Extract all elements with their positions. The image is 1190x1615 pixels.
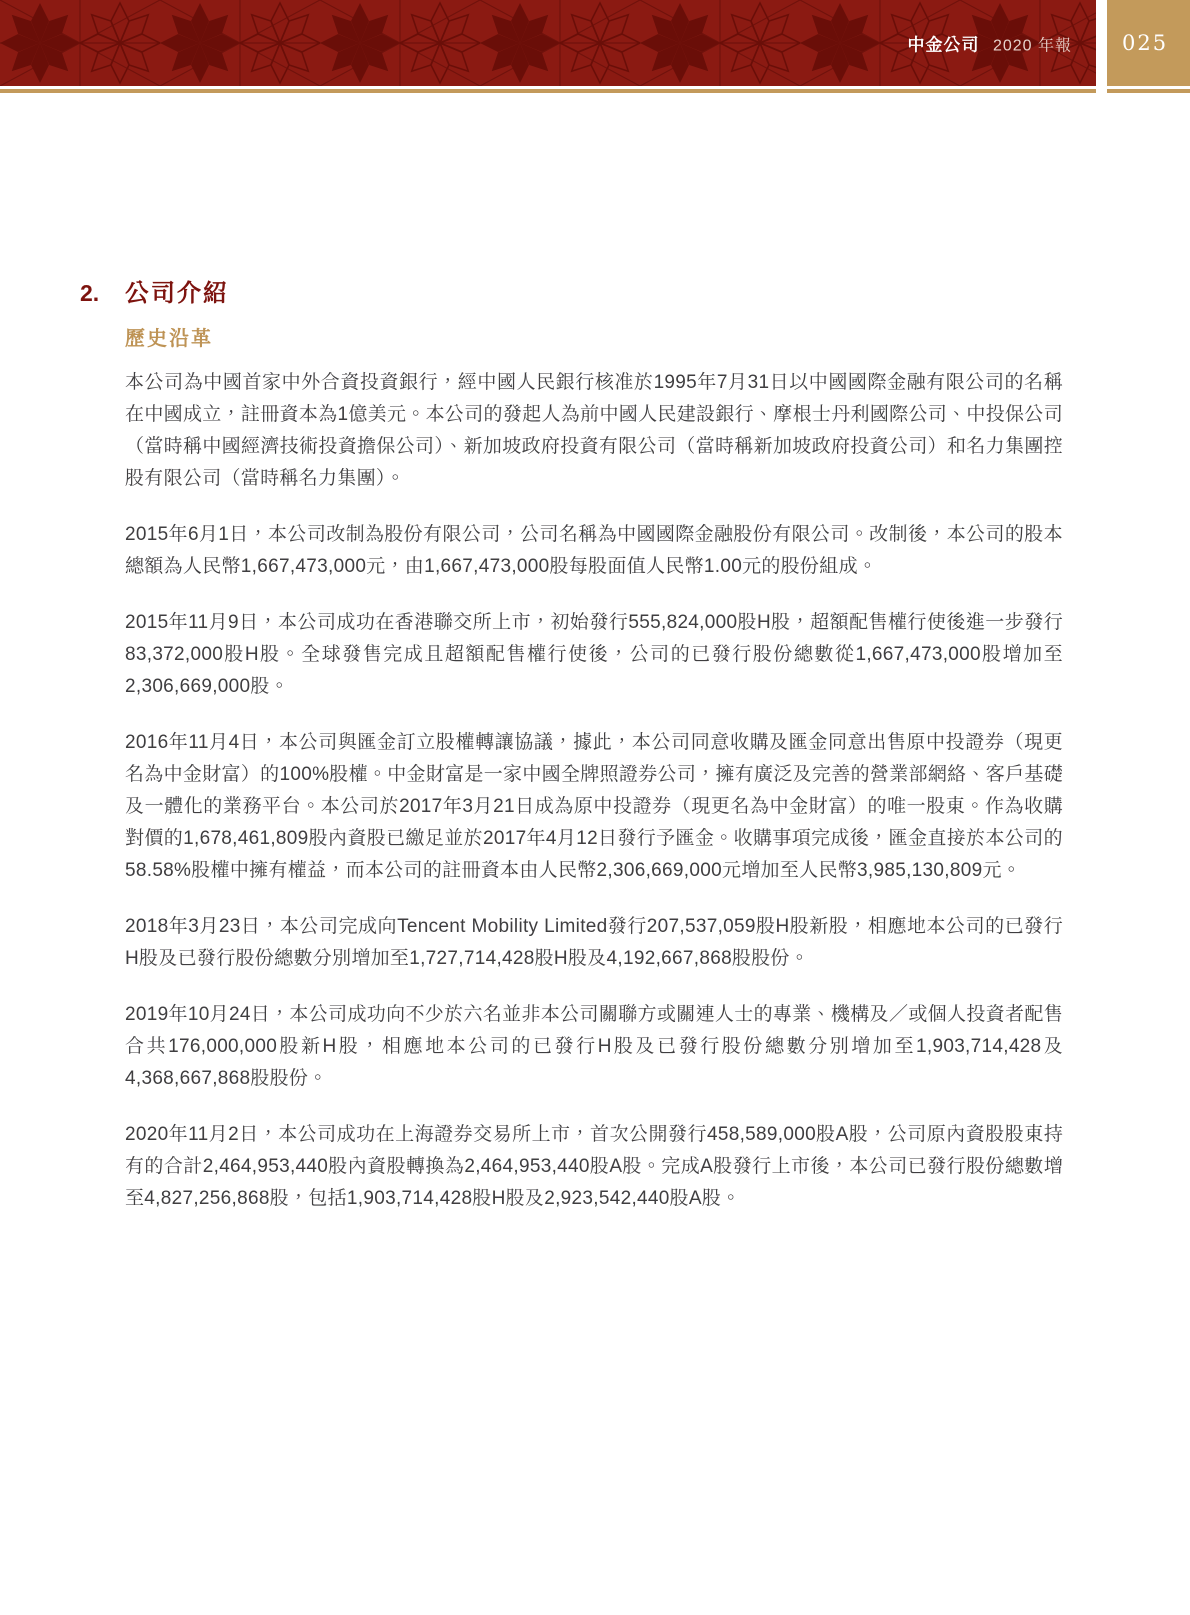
gold-rule bbox=[0, 89, 1190, 93]
main-content bbox=[80, 93, 1063, 1215]
page-header bbox=[0, 0, 1190, 86]
gold-rule-left bbox=[0, 89, 1096, 93]
history-paragraph-4: 2016年11月4日，本公司與匯金訂立股權轉讓協議，據此，本公司同意收購及匯金同意出售原中投證券（現更名為中金財富）的100%股權。中金財富是一家中國全牌照證券公司，擁有廣泛及完善的營業部網絡、客戶基礎及一體化的業務平台。本公司於2017年3月21日成為原中投證券（現更名為中金財富）的唯一股東。作為收購對價的1,678,461,809股內資股已繳足並於2017年4月12日發行予匯金。收購事項完成後，匯金直接於本公司的58.58%股權中擁有權益，而本公司的註冊資本由人民幣2,306,669,000元增加至人民幣3,985,130,809元。 bbox=[125, 732, 1063, 881]
history-paragraph-5: 2018年3月23日，本公司完成向Tencent Mobility Limited發行207,537,059股H股新股，相應地本公司的已發行H股及已發行股份總數分別增加至1,727,714,428股H股及4,192,667,868股股份。 bbox=[125, 916, 1063, 969]
history-paragraph-3: 2015年11月9日，本公司成功在香港聯交所上市，初始發行555,824,000股H股，超額配售權行使後進一步發行83,372,000股H股。全球發售完成且超額配售權行使後，公司的已發行股份總數從1,667,473,000股增加至2,306,669,000股。 bbox=[125, 612, 1063, 697]
section-title: 公司介紹 bbox=[125, 280, 229, 307]
header-band bbox=[0, 0, 1096, 86]
header-divider-gap bbox=[1096, 0, 1107, 86]
header-title bbox=[908, 31, 1073, 56]
subsection-title: 歷史沿革 bbox=[125, 328, 213, 350]
page-number: 025 bbox=[1122, 31, 1169, 55]
gold-rule-gap bbox=[1096, 89, 1107, 93]
history-paragraph-6: 2019年10月24日，本公司成功向不少於六名並非本公司關聯方或關連人士的專業、機構及／或個人投資者配售合共176,000,000股新H股，相應地本公司的已發行H股及已發行股份總數分別增加至1,903,714,428及4,368,667,868股股份。 bbox=[125, 1004, 1063, 1089]
report-edition: 2020 年報 bbox=[992, 37, 1072, 55]
section-heading bbox=[80, 273, 1063, 308]
section-number: 2. bbox=[80, 280, 100, 306]
history-paragraph-7: 2020年11月2日，本公司成功在上海證券交易所上市，首次公開發行458,589,000股A股，公司原內資股股東持有的合計2,464,953,440股內資股轉換為2,464,953,440股A股。完成A股發行上市後，本公司已發行股份總數增至4,827,256,868股，包括1,903,714,428股H股及2,923,542,440股A股。 bbox=[125, 1124, 1063, 1209]
page-number-box bbox=[1107, 0, 1190, 86]
company-name: 中金公司 bbox=[907, 35, 980, 55]
history-paragraph-2: 2015年6月1日，本公司改制為股份有限公司，公司名稱為中國國際金融股份有限公司。改制後，本公司的股本總額為人民幣1,667,473,000元，由1,667,473,000股每股面值人民幣1.00元的股份組成。 bbox=[125, 524, 1063, 577]
gold-rule-right bbox=[1107, 89, 1190, 93]
history-paragraph-1: 本公司為中國首家中外合資投資銀行，經中國人民銀行核准於1995年7月31日以中國國際金融有限公司的名稱在中國成立，註冊資本為1億美元。本公司的發起人為前中國人民建設銀行、摩根士丹利國際公司、中投保公司（當時稱中國經濟技術投資擔保公司）、新加坡政府投資有限公司（當時稱新加坡政府投資公司）和名力集團控股有限公司（當時稱名力集團）。 bbox=[125, 372, 1063, 489]
